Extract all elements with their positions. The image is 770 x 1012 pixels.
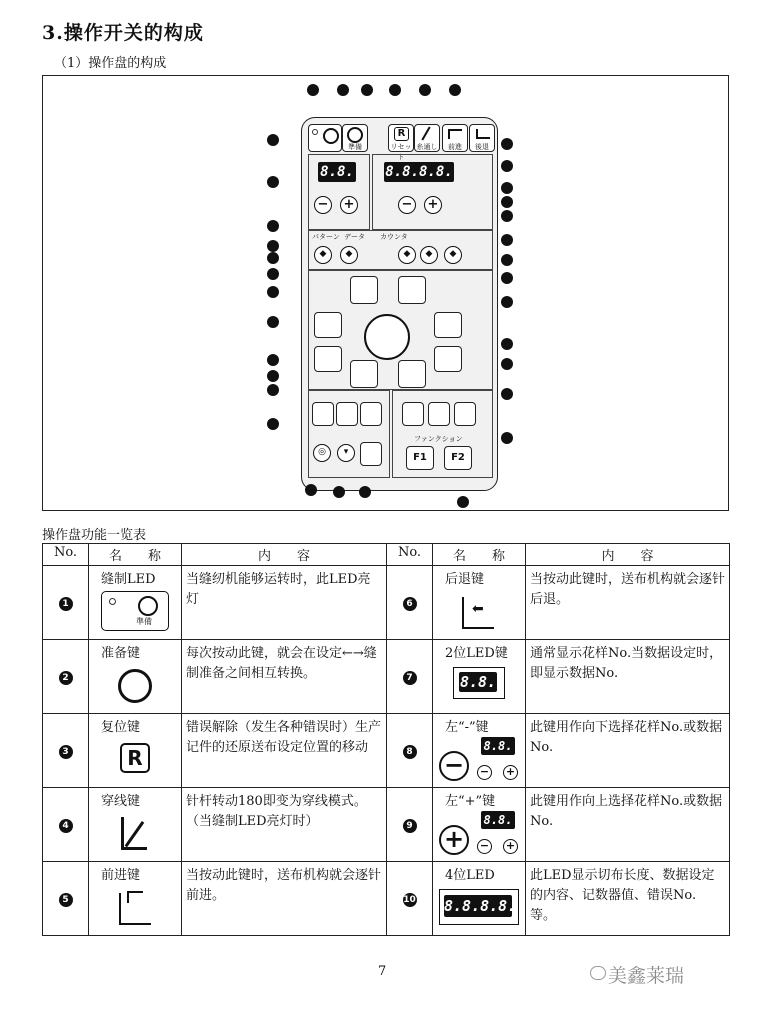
number-badge: 3 (59, 745, 73, 759)
bottom-key-4 (402, 402, 424, 426)
callout-23 (501, 254, 513, 266)
item-content: 当按动此键时，送布机构就会逐针前进。 (182, 862, 387, 936)
callout-24 (267, 354, 279, 366)
item-content: 此键用作向下选择花样No.或数据No. (526, 714, 730, 788)
bottom-key-5 (428, 402, 450, 426)
two-digit-led: 8.8. (481, 737, 515, 755)
callout-25 (267, 370, 279, 382)
back-arrow-icon: ⬅ (472, 601, 484, 617)
four-digit-led-icon (439, 889, 519, 925)
header-no-2: No. (387, 544, 433, 566)
item-name: 缝制LED (101, 572, 156, 587)
item-content: 每次按动此键，就会在设定←→缝制准备之间相互转换。 (182, 640, 387, 714)
back-arrow-icon (476, 129, 490, 139)
number-badge: 6 (403, 597, 417, 611)
minus-key-illustration (437, 737, 523, 785)
callout-20 (267, 316, 279, 328)
counter-key: ◆ (398, 246, 416, 264)
minus-big-icon: − (439, 751, 469, 781)
callout-21 (501, 296, 513, 308)
sub-heading: （1）操作盘的构成 (54, 56, 167, 71)
ready-ring-icon (323, 128, 339, 144)
header-name: 名 称 (89, 544, 182, 566)
callout-14 (267, 252, 279, 264)
wechat-icon (590, 966, 606, 980)
table-row (43, 788, 730, 862)
number-badge: 9 (403, 819, 417, 833)
pattern-label: パターン (312, 233, 340, 241)
item-name: 2位LED键 (445, 646, 508, 661)
forward-arrow-icon (127, 891, 143, 903)
item-name: 左“-”键 (445, 720, 489, 735)
table-title: 操作盘功能一览表 (42, 528, 147, 543)
reset-r-icon: R (120, 743, 150, 773)
callout-13 (267, 240, 279, 252)
two-digit-led: 8.8. (459, 673, 497, 691)
mid-right-key-1 (434, 312, 462, 338)
ready-ring-icon (138, 596, 158, 616)
item-content: 此键用作向上选择花样No.或数据No. (526, 788, 730, 862)
callout-5 (419, 84, 431, 96)
needle-slash-icon (125, 821, 144, 847)
callout-3 (361, 84, 373, 96)
callout-26 (501, 358, 513, 370)
lower-left-key (350, 360, 378, 388)
callout-19 (501, 272, 513, 284)
callout-16 (501, 210, 513, 222)
bottom-round-key-1: ◎ (313, 444, 331, 462)
table-header-row (43, 544, 730, 566)
back-key (469, 124, 495, 152)
callout-22 (267, 268, 279, 280)
thread-key (414, 124, 440, 152)
bottom-key-1 (312, 402, 334, 426)
number-badge: 4 (59, 819, 73, 833)
callout-8 (267, 176, 279, 188)
callout-31 (501, 432, 513, 444)
led-dot-icon (109, 598, 116, 605)
needle-line-icon (121, 817, 124, 849)
callout-32 (305, 484, 317, 496)
ready-label: 準備 (348, 143, 362, 151)
minus-small-icon: − (477, 765, 492, 780)
data-key: ◆ (340, 246, 358, 264)
plus-key-left: + (340, 196, 358, 214)
select-key-b: ◆ (444, 246, 462, 264)
ready-led-icon (101, 591, 169, 631)
function-table (42, 543, 730, 936)
two-digit-led: 8.8. (481, 811, 515, 829)
table-row (43, 714, 730, 788)
reset-label: リセット (390, 143, 412, 161)
select-key-a: ◆ (420, 246, 438, 264)
f1-key: F1 (406, 446, 434, 470)
data-label: データ (344, 233, 365, 241)
operation-panel-figure (42, 75, 729, 511)
item-name: 左“+”键 (445, 794, 496, 809)
forward-key-icon (115, 889, 155, 927)
threading-needle-icon (115, 815, 155, 853)
callout-11 (501, 160, 513, 172)
ready-circle-icon (118, 669, 152, 703)
callout-9 (267, 220, 279, 232)
bottom-key-3 (360, 402, 382, 426)
thread-label: 糸通し (416, 143, 438, 151)
item-name: 后退键 (445, 572, 485, 587)
presser-foot-dial-icon (364, 314, 410, 360)
plus-big-icon: + (439, 825, 469, 855)
minus-key-left: − (314, 196, 332, 214)
minus-key-right: − (398, 196, 416, 214)
callout-33 (333, 486, 345, 498)
forward-arrow-icon (448, 129, 462, 139)
bottom-key-2 (336, 402, 358, 426)
ready-led-key (308, 124, 342, 152)
table-row (43, 640, 730, 714)
item-name: 4位LED (445, 868, 495, 883)
two-digit-led-icon (453, 667, 505, 699)
item-content: 当按动此键时，送布机构就会逐针后退。 (526, 566, 730, 640)
lower-right-key (398, 360, 426, 388)
ready-key (342, 124, 368, 152)
upper-left-key (350, 276, 378, 304)
number-badge: 5 (59, 893, 73, 907)
number-badge: 2 (59, 671, 73, 685)
header-name-2: 名 称 (433, 544, 526, 566)
mid-left-key-2 (314, 346, 342, 372)
forward-label: 前進 (448, 143, 462, 151)
item-name: 前进键 (101, 868, 141, 883)
mid-left-key-1 (314, 312, 342, 338)
bottom-key-7 (360, 442, 382, 466)
item-content: 错误解除（发生各种错误时）生产记件的还原送布设定位置的移动 (182, 714, 387, 788)
section-heading: 3.操作开关的构成 (42, 22, 204, 44)
plus-small-icon: + (503, 839, 518, 854)
bottom-round-key-2: ▾ (337, 444, 355, 462)
callout-2 (337, 84, 349, 96)
f2-key: F2 (444, 446, 472, 470)
needle-icon (421, 127, 430, 141)
ready-circle-icon (347, 127, 363, 143)
upper-right-key (398, 276, 426, 304)
item-content: 针杆转动180即变为穿线模式。（当缝制LED亮灯时） (182, 788, 387, 862)
watermark: 美鑫莱瑞 (608, 965, 685, 987)
four-digit-led: 8.8.8.8. (444, 897, 517, 915)
mid-right-key-2 (434, 346, 462, 372)
back-key-icon (458, 593, 500, 631)
callout-29 (501, 338, 513, 350)
callout-35 (457, 496, 469, 508)
callout-18 (267, 286, 279, 298)
ready-sublabel: 準備 (136, 617, 152, 626)
callout-6 (449, 84, 461, 96)
header-content: 内 容 (182, 544, 387, 566)
needle-base-icon (121, 847, 147, 850)
number-badge: 7 (403, 671, 417, 685)
led-dot-icon (312, 129, 318, 135)
callout-12 (501, 182, 513, 194)
number-badge: 10 (403, 894, 416, 905)
item-name: 穿线键 (101, 794, 141, 809)
minus-small-icon: − (477, 839, 492, 854)
callout-28 (267, 418, 279, 430)
plus-small-icon: + (503, 765, 518, 780)
header-content-2: 内 容 (526, 544, 730, 566)
table-row (43, 862, 730, 936)
counter-label: カウンタ (380, 233, 408, 241)
item-name: 复位键 (101, 720, 141, 735)
reset-key (388, 124, 414, 161)
item-content: 此LED显示切布长度、数据设定的内容、记数器值、错误No. 等。 (526, 862, 730, 936)
item-content: 当缝纫机能够运转时，此LED亮灯 (182, 566, 387, 640)
callout-4 (389, 84, 401, 96)
callout-34 (359, 486, 371, 498)
page-number: 7 (378, 964, 387, 979)
function-label: ファンクション (414, 435, 463, 443)
callout-1 (307, 84, 319, 96)
forward-key (442, 124, 468, 152)
bottom-key-6 (454, 402, 476, 426)
item-name: 准备键 (101, 646, 141, 661)
plus-key-illustration (437, 811, 523, 859)
pattern-key: ◆ (314, 246, 332, 264)
callout-15 (501, 196, 513, 208)
callout-27 (267, 384, 279, 396)
table-row (43, 566, 730, 640)
callout-7 (267, 134, 279, 146)
callout-30 (501, 388, 513, 400)
item-content: 通常显示花样No.当数据设定时，即显示数据No. (526, 640, 730, 714)
operation-panel (301, 117, 498, 491)
two-digit-led: 8.8. (318, 162, 356, 182)
callout-10 (501, 138, 513, 150)
callout-17 (501, 234, 513, 246)
number-badge: 1 (59, 597, 73, 611)
four-digit-led: 8.8.8.8. (385, 164, 453, 180)
reset-r-icon: R (394, 127, 409, 141)
header-no: No. (43, 544, 89, 566)
back-label: 後退 (475, 143, 489, 151)
plus-key-right: + (424, 196, 442, 214)
number-badge: 8 (403, 745, 417, 759)
